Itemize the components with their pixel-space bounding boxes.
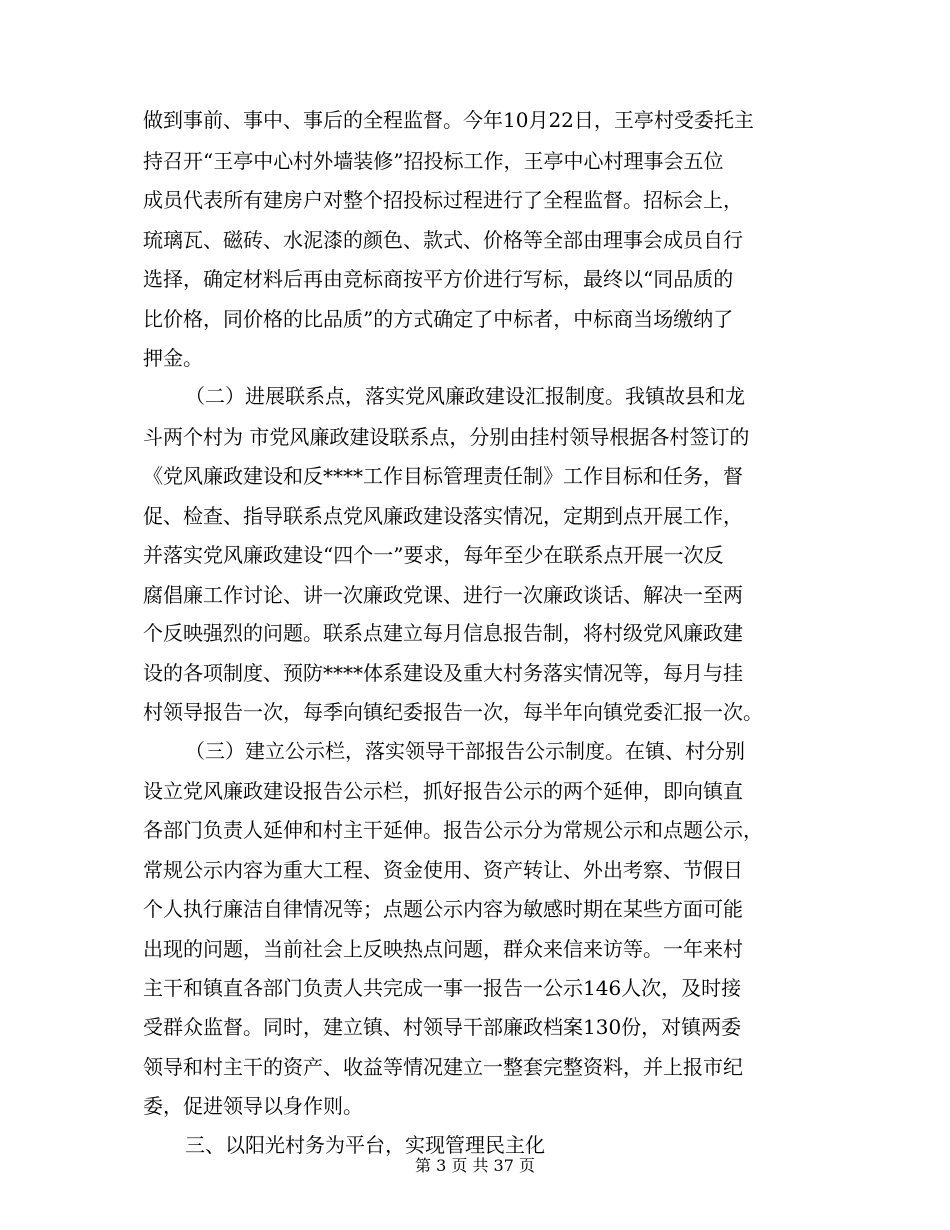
text-line: 领导和村主干的资产、收益等情况建立一整套完整资料，并上报市纪: [143, 1055, 743, 1079]
text-line: 设立党风廉政建设报告公示栏，抓好报告公示的两个延伸，即向镇直: [143, 779, 743, 803]
text-line: 各部门负责人延伸和村主干延伸。报告公示分为常规公示和点题公示，: [143, 818, 763, 842]
text-line: 持召开“王亭中心村外墙装修”招投标工作，王亭中心村理事会五位: [143, 149, 724, 173]
text-line: 村领导报告一次，每季向镇纪委报告一次，每半年向镇党委汇报一次。: [143, 700, 763, 724]
text-line: 腐倡廉工作讨论、讲一次廉政党课、进行一次廉政谈话、解决一至两: [143, 583, 743, 607]
page-footer: 第 3 页 共 37 页: [415, 1156, 535, 1175]
text-line: 成员代表所有建房户对整个招投标过程进行了全程监督。招标会上，: [143, 188, 743, 212]
text-line: 出现的问题，当前社会上反映热点问题，群众来信来访等。一年来村: [143, 937, 743, 961]
text-line: 受群众监督。同时，建立镇、村领导干部廉政档案130份，对镇两委: [143, 1015, 742, 1039]
text-line: 主干和镇直各部门负责人共完成一事一报告一公示146人次，及时接: [143, 976, 742, 1000]
text-line: 选择，确定材料后再由竞标商按平方价进行写标，最终以“同品质的: [143, 267, 734, 291]
section-heading: 三、以阳光村务为平台，实现管理民主化: [185, 1133, 545, 1157]
text-line: 押金。: [143, 346, 203, 370]
text-line: 并落实党风廉政建设“四个一”要求，每年至少在联系点开展一次反: [143, 543, 724, 567]
text-line: 琉璃瓦、磁砖、水泥漆的颜色、款式、价格等全部由理事会成员自行: [143, 228, 743, 252]
paragraph-heading: （二）进展联系点，落实党风廉政建设汇报制度。我镇故县和龙: [185, 384, 745, 408]
text-line: 比价格，同价格的比品质”的方式确定了中标者，中标商当场缴纳了: [143, 307, 734, 331]
text-line: 个反映强烈的问题。联系点建立每月信息报告制，将村级党风廉政建: [143, 621, 743, 645]
text-line: 做到事前、事中、事后的全程监督。今年10月22日，王亭村受委托主: [143, 108, 754, 132]
text-line: 设的各项制度、预防****体系建设及重大村务落实情况等，每月与挂: [143, 661, 743, 685]
text-line: 个人执行廉洁自律情况等；点题公示内容为敏感时期在某些方面可能: [143, 897, 743, 921]
text-line: 《党风廉政建设和反****工作目标管理责任制》工作目标和任务，督: [143, 464, 743, 488]
text-line: 委，促进领导以身作则。: [143, 1094, 363, 1118]
paragraph-heading: （三）建立公示栏，落实领导干部报告公示制度。在镇、村分别: [185, 739, 745, 763]
text-line: 斗两个村为 市党风廉政建设联系点，分别由挂村领导根据各村签订的: [143, 425, 750, 449]
text-line: 常规公示内容为重大工程、资金使用、资产转让、外出考察、节假日: [143, 858, 743, 882]
text-line: 促、检查、指导联系点党风廉政建设落实情况，定期到点开展工作，: [143, 504, 743, 528]
